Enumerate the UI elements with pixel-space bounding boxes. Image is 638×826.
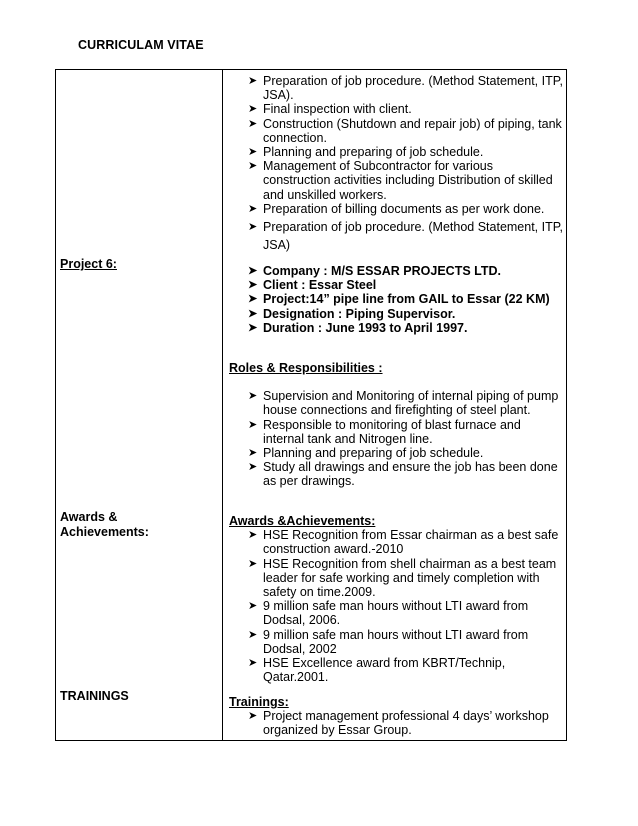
- list-item: ➤ HSE Recognition from shell chairman as a best team leader for safe working and timely completion with safety on time.2009.: [248, 556, 557, 600]
- duties-list-block: [229, 74, 563, 254]
- list-item: ➤ Planning and preparing of job schedule.: [248, 145, 484, 160]
- project-details-list: [229, 264, 563, 335]
- column-divider: [222, 69, 223, 741]
- list-item: ➤ Construction (Shutdown and repair job) of piping, tank connection.: [248, 116, 562, 145]
- arrow-bullet-icon: ➤: [248, 202, 258, 215]
- list-item: ➤ Preparation of job procedure. (Method Statement, ITP, JSA).: [248, 74, 563, 103]
- list-item: ➤ Project:14” pipe line from GAIL to Essar (22 KM): [248, 292, 550, 307]
- arrow-bullet-icon: ➤: [248, 160, 258, 173]
- list-item: ➤ Company : M/S ESSAR PROJECTS LTD.: [248, 264, 501, 278]
- arrow-bullet-icon: ➤: [248, 103, 258, 116]
- arrow-bullet-icon: ➤: [248, 321, 258, 334]
- arrow-bullet-icon: ➤: [248, 307, 258, 320]
- list-item: ➤ Final inspection with client.: [248, 102, 412, 117]
- list-item: ➤ Preparation of billing documents as per work done.: [248, 201, 545, 216]
- arrow-bullet-icon: ➤: [248, 117, 258, 130]
- arrow-bullet-icon: ➤: [248, 600, 258, 613]
- list-item: ➤ Responsible to monitoring of blast furnace and internal tank and Nitrogen line.: [248, 417, 521, 446]
- arrow-bullet-icon: ➤: [248, 418, 258, 431]
- project-details-block: [229, 264, 563, 335]
- arrow-bullet-icon: ➤: [248, 461, 258, 474]
- awards-list: [229, 528, 563, 684]
- roles-heading: Roles & Responsibilities :: [229, 361, 383, 375]
- arrow-bullet-icon: ➤: [248, 710, 258, 723]
- arrow-bullet-icon: ➤: [248, 75, 258, 87]
- arrow-bullet-icon: ➤: [248, 146, 258, 159]
- arrow-bullet-icon: ➤: [248, 447, 258, 460]
- list-item: ➤ Supervision and Monitoring of internal piping of pump house connections and firefighting of steel plant.: [248, 389, 559, 418]
- list-item: ➤ Designation : Piping Supervisor.: [248, 306, 456, 321]
- document-title: CURRICULAM VITAE: [78, 38, 204, 52]
- list-item: ➤ Client : Essar Steel: [248, 278, 377, 293]
- list-item: ➤ Duration : June 1993 to April 1997.: [248, 320, 468, 335]
- list-item: ➤ Study all drawings and ensure the job has been done as per drawings.: [248, 460, 558, 489]
- achievements-label: Achievements:: [60, 525, 149, 539]
- arrow-bullet-icon: ➤: [248, 265, 258, 277]
- roles-block: [229, 361, 563, 489]
- list-item: ➤ HSE Recognition from Essar chairman as a best safe construction award.-2010: [248, 528, 559, 557]
- arrow-bullet-icon: ➤: [248, 628, 258, 641]
- list-item: ➤ 9 million safe man hours without LTI award from Dodsal, 2002: [248, 627, 529, 656]
- duties-list: [229, 74, 563, 254]
- list-item: ➤ Management of Subcontractor for various construction activities including Distribution of skilled and unskilled workers.: [248, 159, 553, 202]
- awards-block: [229, 514, 563, 684]
- arrow-bullet-icon: ➤: [248, 293, 258, 306]
- awards-heading: Awards &Achievements:: [229, 514, 376, 528]
- arrow-bullet-icon: ➤: [248, 390, 258, 403]
- list-item: ➤ 9 million safe man hours without LTI award from Dodsal, 2006.: [248, 599, 529, 628]
- arrow-bullet-icon: ➤: [248, 529, 258, 542]
- arrow-bullet-icon: ➤: [248, 657, 258, 670]
- awards-label: Awards &: [60, 510, 118, 524]
- list-item: ➤ Preparation of job procedure. (Method Statement, ITP, JSA): [248, 220, 563, 253]
- arrow-bullet-icon: ➤: [248, 557, 258, 570]
- list-item: ➤ HSE Excellence award from KBRT/Technip, Qatar.2001.: [248, 656, 506, 685]
- arrow-bullet-icon: ➤: [248, 221, 258, 234]
- trainings-list: [229, 709, 563, 737]
- list-item: ➤ Project management professional 4 days’ workshop organized by Essar Group.: [248, 709, 549, 738]
- list-item: ➤ Planning and preparing of job schedule.: [248, 446, 484, 461]
- trainings-block: [229, 695, 563, 738]
- arrow-bullet-icon: ➤: [248, 279, 258, 292]
- trainings-heading: Trainings:: [229, 695, 289, 709]
- trainings-label: TRAININGS: [60, 689, 129, 703]
- roles-list: [229, 389, 563, 488]
- project-label: Project 6:: [60, 257, 117, 271]
